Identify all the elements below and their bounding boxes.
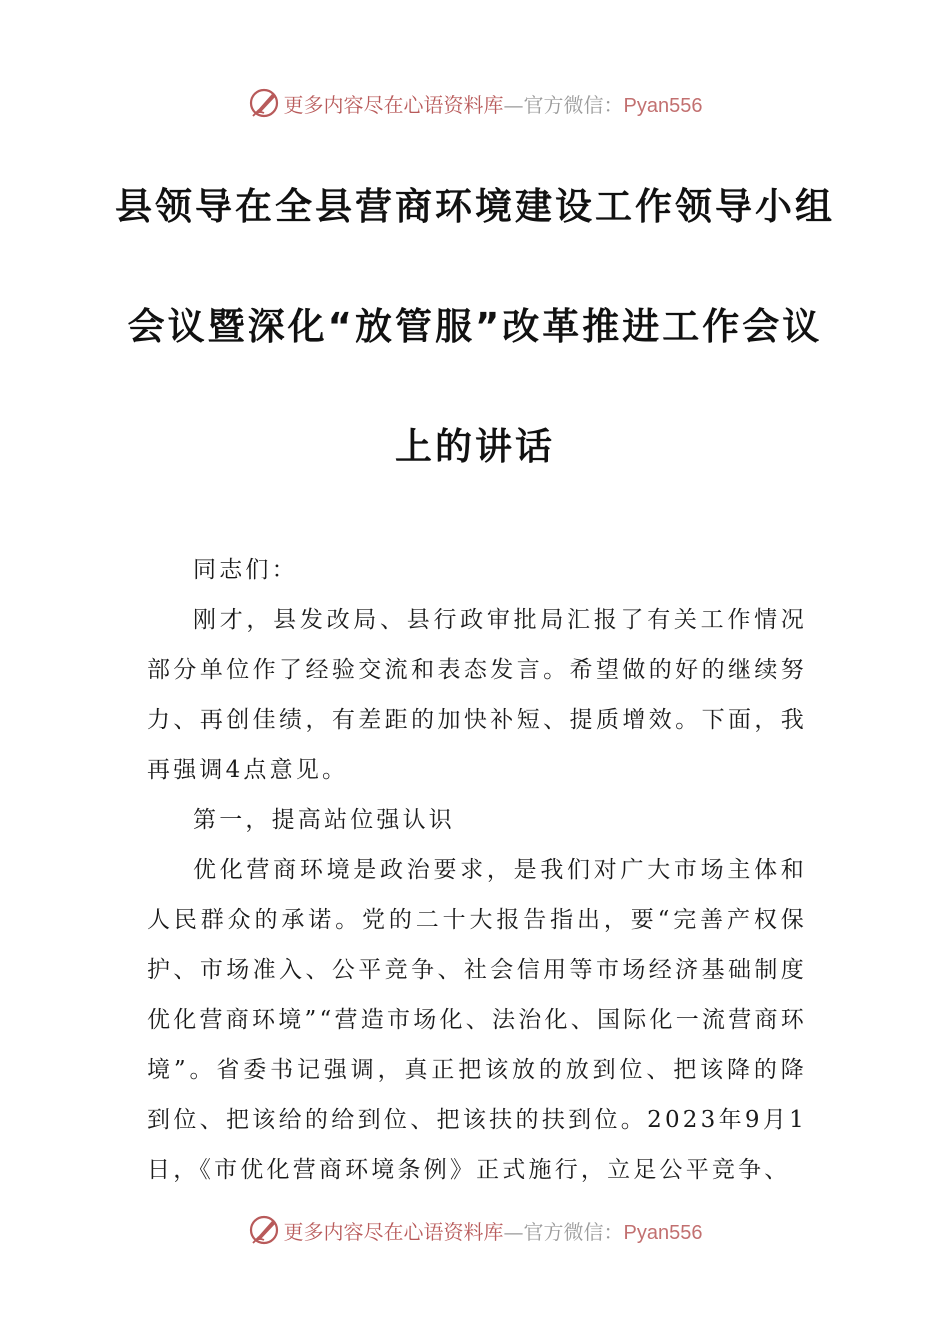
document-title-line-3: 上的讲话 (395, 425, 555, 468)
quill-logo-icon (248, 1213, 282, 1247)
document-title-line-1: 县领导在全县营商环境建设工作领导小组 (115, 185, 835, 228)
section-heading: 第一，提高站位强认识 (193, 807, 455, 833)
header-banner (0, 83, 950, 123)
banner-text (284, 1216, 703, 1245)
banner-text (284, 89, 703, 118)
banner-site-text: 更多内容尽在心语资料库 (283, 92, 504, 117)
banner-separator: — (503, 92, 524, 117)
paragraph: 优化营商环境是政治要求，是我们对广大市场主体和人民群众的承诺。党的二十大报告指出，要“完善产权保护、市场准入、公平竞争、社会信用等市场经济基础制度优化营商环境”“营造市场化、法治化、国际化一流营商环境”。省委书记强调，真正把该放的放到位、把该降的降到位、把该给的给到位、把该扶的扶到位。2023年9月1日，《市优化营商环境条例》正式施行，立足公平竞争、 (147, 857, 807, 1183)
banner-account: Pyan556 (623, 94, 703, 117)
banner-account: Pyan556 (623, 1221, 703, 1244)
paragraph: 刚才，县发改局、县行政审批局汇报了有关工作情况部分单位作了经验交流和表态发言。希望做的好的继续努力、再创佳绩，有差距的加快补短、提质增效。下面，我再强调4点意见。 (147, 607, 807, 783)
document-body (147, 545, 807, 1195)
banner-separator: — (503, 1219, 524, 1244)
footer-banner (0, 1210, 950, 1250)
banner-site-text: 更多内容尽在心语资料库 (283, 1219, 504, 1244)
banner-wechat-label: 官方微信： (523, 1219, 624, 1244)
document-title-line-2: 会议暨深化“放管服”改革推进工作会议 (127, 305, 823, 348)
quill-logo-icon (248, 86, 282, 120)
banner-wechat-label: 官方微信： (523, 92, 624, 117)
salutation: 同志们： (193, 557, 298, 583)
